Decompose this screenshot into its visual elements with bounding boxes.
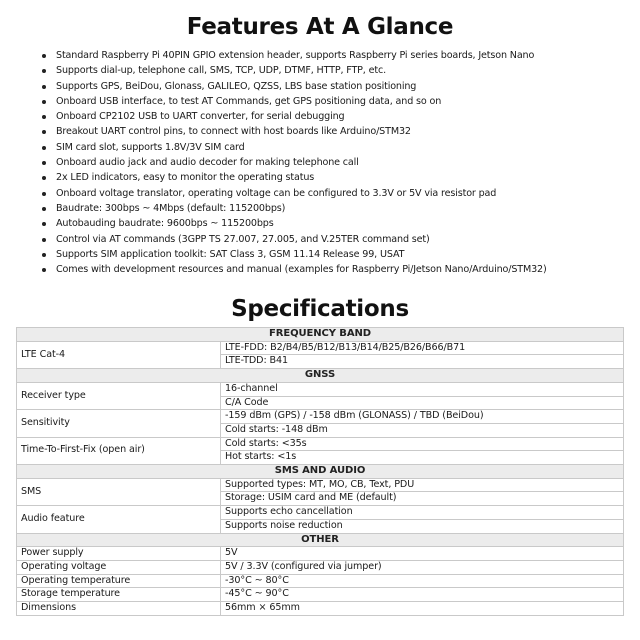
feature-item: Baudrate: 300bps ~ 4Mbps (default: 115200bps) xyxy=(38,201,628,216)
spec-row xyxy=(17,588,624,602)
spec-row xyxy=(17,341,624,355)
spec-value: Supports noise reduction xyxy=(221,519,624,533)
spec-value: Supports echo cancellation xyxy=(221,506,624,520)
feature-item: Onboard USB interface, to test AT Commands, get GPS positioning data, and so on xyxy=(38,94,628,109)
spec-section-title: OTHER xyxy=(17,533,624,547)
spec-row xyxy=(17,382,624,396)
spec-row xyxy=(17,478,624,492)
spec-section-header xyxy=(17,328,624,342)
feature-item: Onboard voltage translator, operating voltage can be configured to 3.3V or 5V via resistor pad xyxy=(38,186,628,201)
feature-item: Standard Raspberry Pi 40PIN GPIO extension header, supports Raspberry Pi series boards, Jetson Nano xyxy=(38,48,628,63)
spec-value: -45°C ~ 90°C xyxy=(221,588,624,602)
spec-value: -159 dBm (GPS) / -158 dBm (GLONASS) / TBD (BeiDou) xyxy=(221,410,624,424)
spec-row xyxy=(17,602,624,616)
spec-value: 56mm × 65mm xyxy=(221,602,624,616)
spec-row xyxy=(17,506,624,520)
spec-row xyxy=(17,437,624,451)
spec-value: Cold starts: <35s xyxy=(221,437,624,451)
spec-value: 5V xyxy=(221,547,624,561)
spec-key: Operating temperature xyxy=(17,574,221,588)
feature-item: Onboard CP2102 USB to UART converter, for serial debugging xyxy=(38,109,628,124)
spec-section-header xyxy=(17,369,624,383)
feature-item: SIM card slot, supports 1.8V/3V SIM card xyxy=(38,140,628,155)
spec-row xyxy=(17,574,624,588)
feature-item: Supports SIM application toolkit: SAT Class 3, GSM 11.14 Release 99, USAT xyxy=(38,247,628,262)
features-title: Features At A Glance xyxy=(186,14,454,40)
spec-value: Storage: USIM card and ME (default) xyxy=(221,492,624,506)
spec-value: C/A Code xyxy=(221,396,624,410)
spec-key: Dimensions xyxy=(17,602,221,616)
specifications-title: Specifications xyxy=(231,296,409,322)
spec-value: 5V / 3.3V (configured via jumper) xyxy=(221,560,624,574)
spec-section-title: SMS AND AUDIO xyxy=(17,465,624,479)
spec-value: LTE-FDD: B2/B4/B5/B12/B13/B14/B25/B26/B66/B71 xyxy=(221,341,624,355)
spec-value: LTE-TDD: B41 xyxy=(221,355,624,369)
spec-section-header xyxy=(17,465,624,479)
spec-row xyxy=(17,410,624,424)
feature-item: Breakout UART control pins, to connect with host boards like Arduino/STM32 xyxy=(38,124,628,139)
feature-item: Supports GPS, BeiDou, Glonass, GALILEO, QZSS, LBS base station positioning xyxy=(38,79,628,94)
spec-value: 16-channel xyxy=(221,382,624,396)
spec-key: Operating voltage xyxy=(17,560,221,574)
spec-key: Receiver type xyxy=(17,382,221,409)
spec-key: Time-To-First-Fix (open air) xyxy=(17,437,221,464)
feature-item: Autobauding baudrate: 9600bps ~ 115200bps xyxy=(38,216,628,231)
spec-key: Audio feature xyxy=(17,506,221,533)
feature-item: Comes with development resources and manual (examples for Raspberry Pi/Jetson Nano/Arduino/STM32) xyxy=(38,262,628,277)
spec-value: -30°C ~ 80°C xyxy=(221,574,624,588)
spec-section-title: GNSS xyxy=(17,369,624,383)
spec-section-header xyxy=(17,533,624,547)
spec-key: SMS xyxy=(17,478,221,505)
feature-item: Control via AT commands (3GPP TS 27.007, 27.005, and V.25TER command set) xyxy=(38,232,628,247)
spec-section-title: FREQUENCY BAND xyxy=(17,328,624,342)
spec-key: LTE Cat-4 xyxy=(17,341,221,368)
feature-item: 2x LED indicators, easy to monitor the operating status xyxy=(38,170,628,185)
spec-value: Cold starts: -148 dBm xyxy=(221,423,624,437)
feature-item: Supports dial-up, telephone call, SMS, TCP, UDP, DTMF, HTTP, FTP, etc. xyxy=(38,63,628,78)
spec-key: Storage temperature xyxy=(17,588,221,602)
spec-value: Hot starts: <1s xyxy=(221,451,624,465)
spec-key: Power supply xyxy=(17,547,221,561)
spec-row xyxy=(17,560,624,574)
features-list xyxy=(38,48,628,277)
feature-item: Onboard audio jack and audio decoder for making telephone call xyxy=(38,155,628,170)
spec-key: Sensitivity xyxy=(17,410,221,437)
spec-row xyxy=(17,547,624,561)
specifications-table xyxy=(16,327,624,616)
spec-value: Supported types: MT, MO, CB, Text, PDU xyxy=(221,478,624,492)
